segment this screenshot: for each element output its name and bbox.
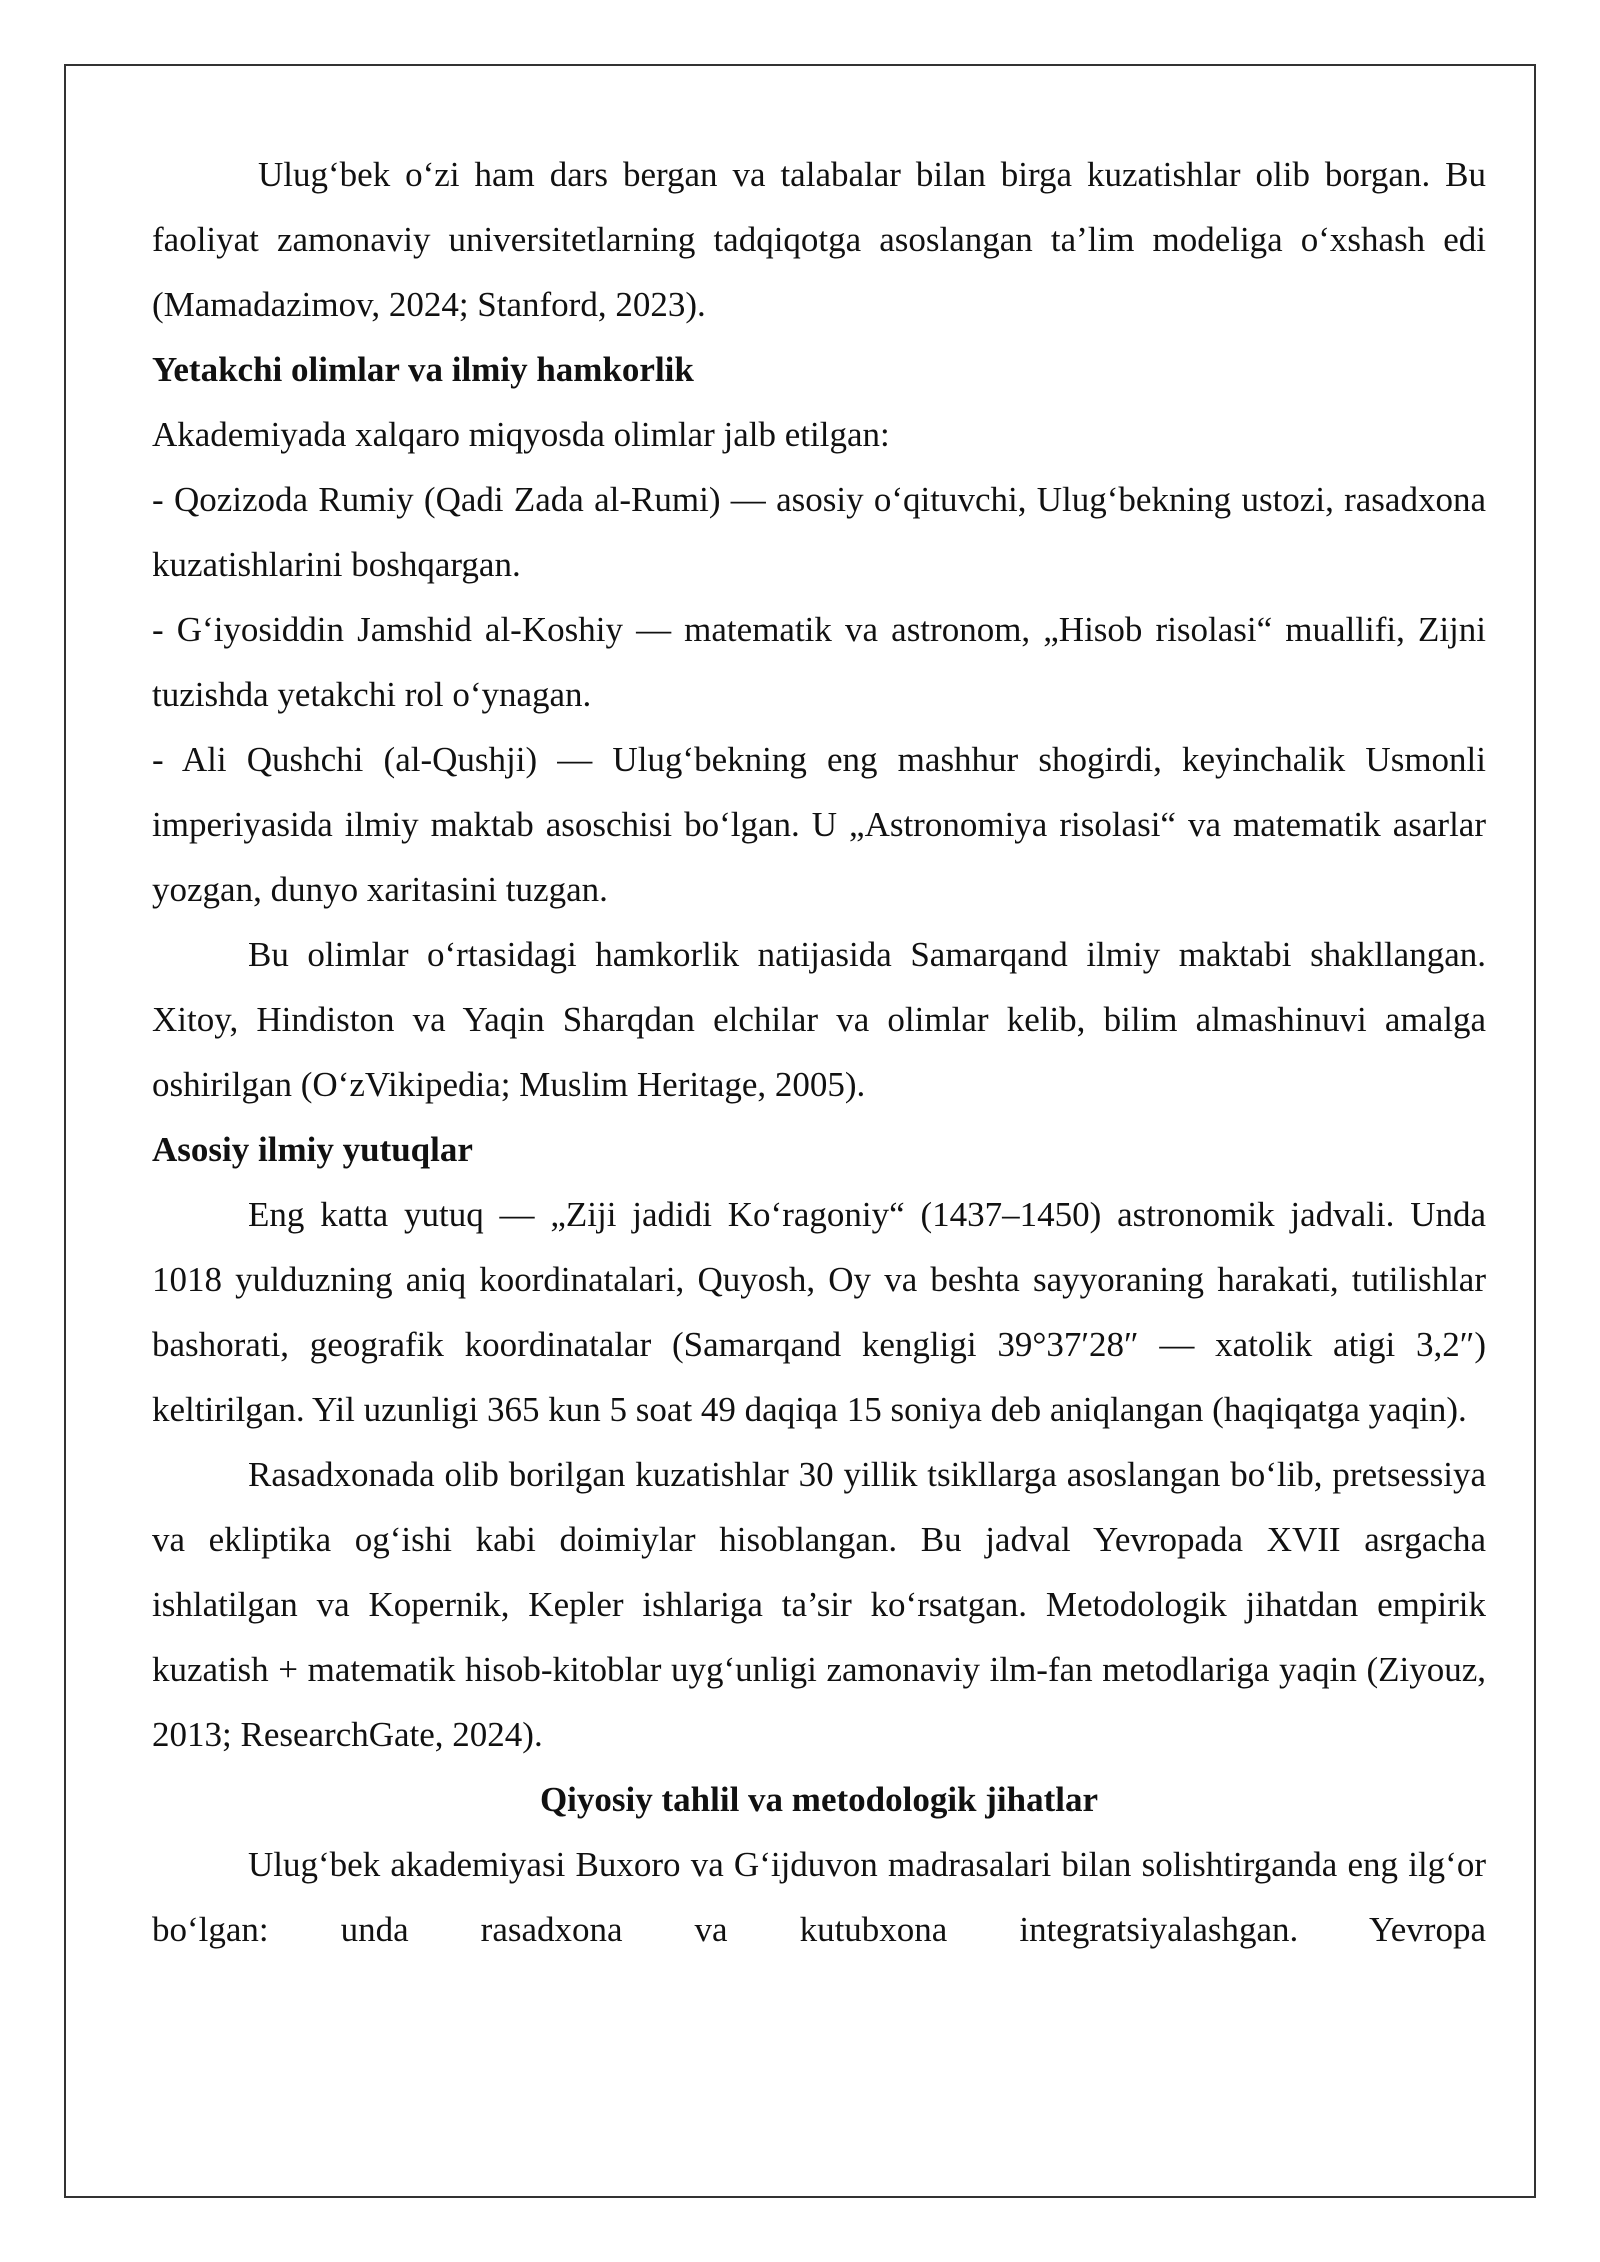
list-item-qushchi: - Ali Qushchi (al-Qushji) — Ulug‘bekning eng mashhur shogirdi, keyinchalik Usmonli imperiyasida ilmiy maktab asoschisi bo‘lgan. U „Astronomiya risolasi“ va matematik asarlar yozgan, dunyo xaritasini tuzgan.: [152, 740, 1486, 909]
list-item-qozizoda: - Qozizoda Rumiy (Qadi Zada al-Rumi) — asosiy o‘qituvchi, Ulug‘bekning ustozi, rasadxona kuzatishlarini boshqargan.: [152, 480, 1486, 584]
paragraph-collaboration: Bu olimlar o‘rtasidagi hamkorlik natijasida Samarqand ilmiy maktabi shakllangan. Xitoy, Hindiston va Yaqin Sharqdan elchilar va olimlar kelib, bilim almashinuvi amalga oshirilgan (O‘zVikipedia; Muslim Heritage, 2005).: [152, 935, 1486, 1104]
heading-comparative-analysis: Qiyosiy tahlil va metodologik jihatlar: [539, 1780, 1099, 1819]
list-item-koshiy: - G‘iyosiddin Jamshid al-Koshiy — matematik va astronom, „Hisob risolasi“ muallifi, Zijni tuzishda yetakchi rol o‘ynagan.: [152, 610, 1486, 714]
paragraph-observations: Rasadxonada olib borilgan kuzatishlar 30 yillik tsikllarga asoslangan bo‘lib, pretsessiya va ekliptika og‘ishi kabi doimiylar hisoblangan. Bu jadval Yevropada XVII asrgacha ishlatilgan va Kopernik, Kepler ishlariga ta’sir ko‘rsatgan. Metodologik jihatdan empirik kuzatish + matematik hisob-kitoblar uyg‘unligi zamonaviy ilm-fan metodlariga yaqin (Ziyouz, 2013; ResearchGate, 2024).: [152, 1455, 1486, 1754]
heading-leading-scholars: Yetakchi olimlar va ilmiy hamkorlik: [152, 350, 694, 389]
paragraph-teaching: Ulug‘bek o‘zi ham dars bergan va talabalar bilan birga kuzatishlar olib borgan. Bu faoliyat zamonaviy universitetlarning tadqiqotga asoslangan ta’lim modeliga o‘xshash edi (Mamadazimov, 2024; Stanford, 2023).: [152, 155, 1486, 324]
heading-achievements: Asosiy ilmiy yutuqlar: [152, 1130, 473, 1169]
paragraph-zij: Eng katta yutuq — „Ziji jadidi Ko‘ragoniy“ (1437–1450) astronomik jadvali. Unda 1018 yulduzning aniq koordinatalari, Quyosh, Oy va beshta sayyoraning harakati, tutilishlar bashorati, geografik koordinatalar (Samarqand kengligi 39°37′28″ — xatolik atigi 3,2″) keltirilgan. Yil uzunligi 365 kun 5 soat 49 daqiqa 15 soniya deb aniqlangan (haqiqatga yaqin).: [152, 1195, 1486, 1429]
document-body: [152, 142, 1486, 1962]
paragraph-comparison: Ulug‘bek akademiyasi Buxoro va G‘ijduvon madrasalari bilan solishtirganda eng ilg‘or bo‘lgan: unda rasadxona va kutubxona integratsiyalashgan. Yevropa: [152, 1845, 1486, 1949]
paragraph-academy-intro: Akademiyada xalqaro miqyosda olimlar jalb etilgan:: [152, 415, 890, 454]
